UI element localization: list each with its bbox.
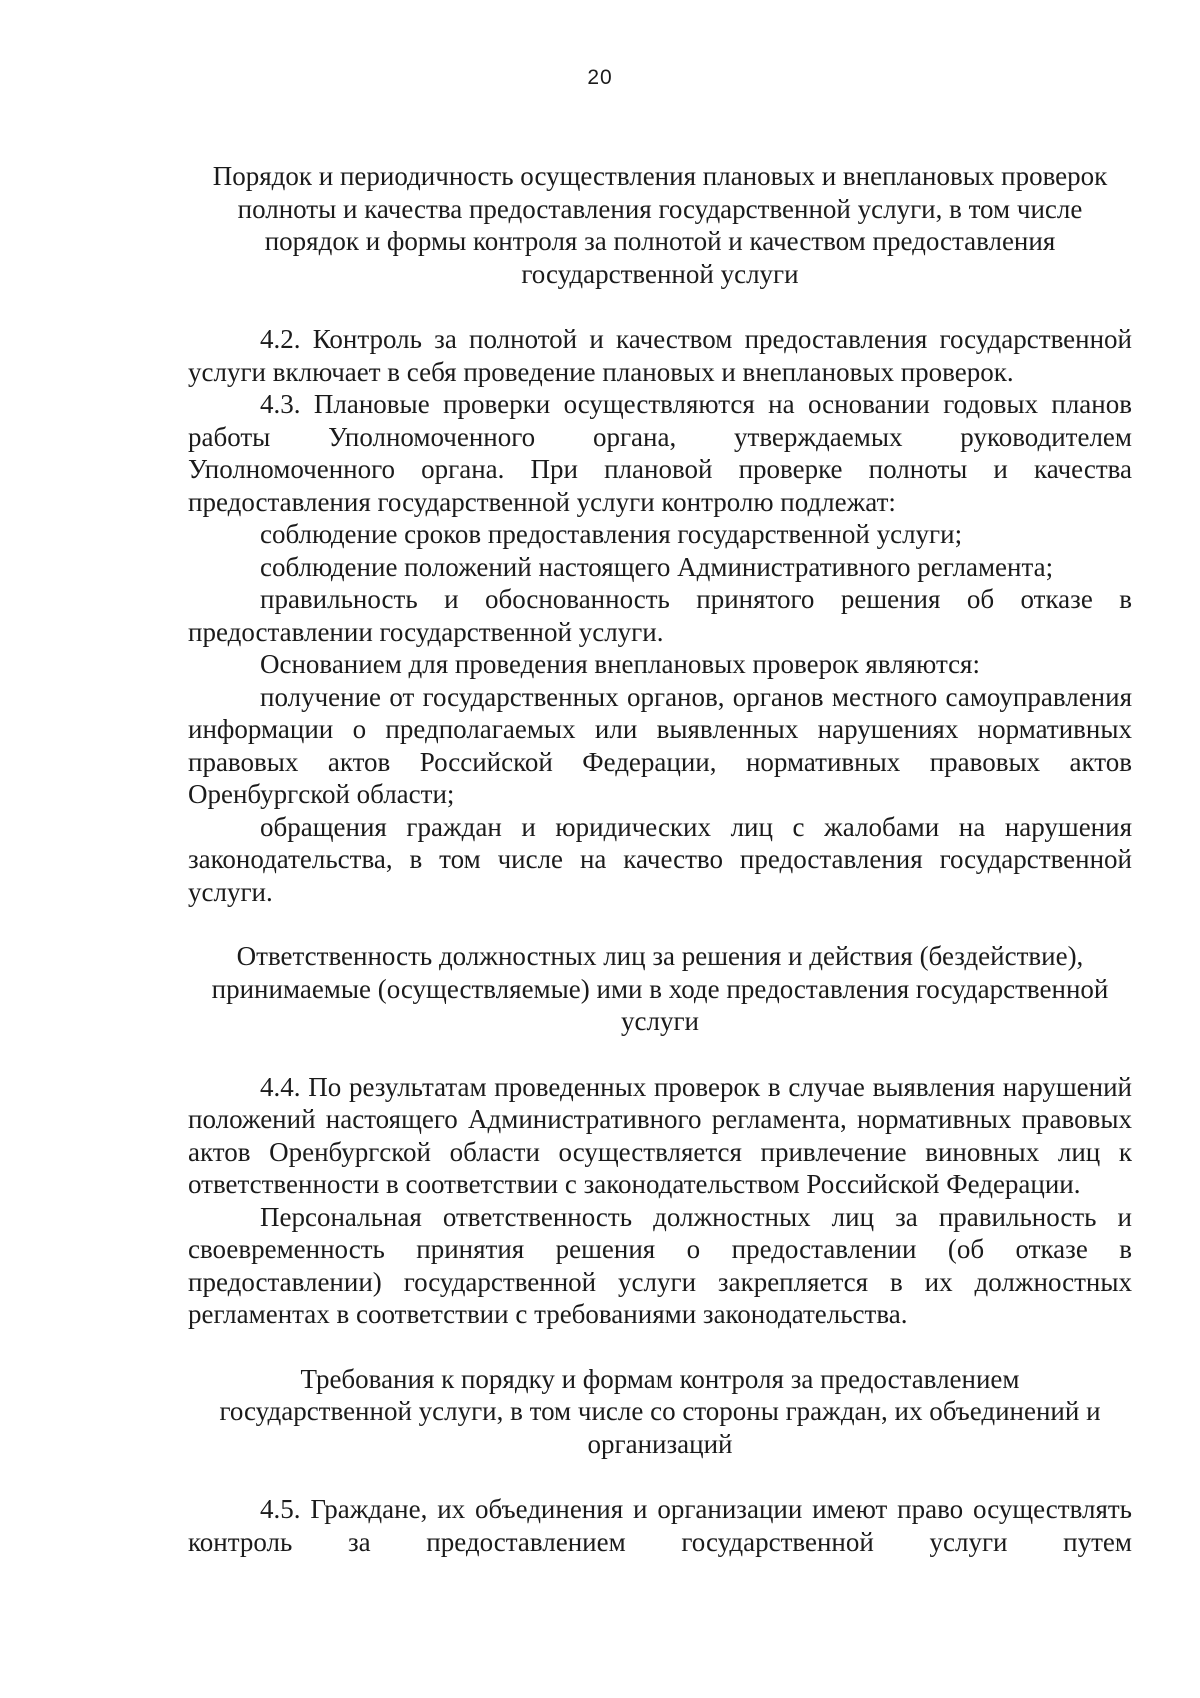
paragraph-list-item: обращения граждан и юридических лиц с жалобами на нарушения законодательства, в том числе на качество предоставления государственной услуги. (188, 811, 1132, 907)
heading-line: порядок и формы контроля за полнотой и качеством предоставления (264, 226, 1056, 256)
section-heading-control-requirements (188, 1363, 1132, 1461)
document-body (188, 160, 1132, 1558)
heading-line: услуги (621, 1006, 699, 1036)
paragraph-4-2: 4.2. Контроль за полнотой и качеством предоставления государственной услуги включает в себя проведение плановых и внеплановых проверок. (188, 324, 1132, 387)
heading-line: государственной услуги (521, 258, 799, 289)
paragraph-personal-responsibility: Персональная ответственность должностных лиц за правильность и своевременность принятия решения о предоставлении (об отказе в предоставлении) государственной услуги закрепляется в их должностных регламентах в соответствии с требованиями законодательства. (188, 1201, 1132, 1329)
heading-line: Требования к порядку и формам контроля за предоставлением (300, 1363, 1020, 1394)
heading-line: Ответственность должностных лиц за решения и действия (бездействие), (236, 941, 1084, 971)
section-heading-responsibility (188, 940, 1132, 1038)
heading-line: принимаемые (осуществляемые) ими в ходе предоставления государственной (211, 973, 1109, 1004)
paragraph-list-item: соблюдение положений настоящего Административного регламента; (260, 551, 1054, 582)
paragraph-4-3: 4.3. Плановые проверки осуществляются на основании годовых планов работы Уполномоченного органа, утверждаемых руководителем Уполномоченного органа. При плановой проверке полноты и качества предоставления государственной услуги контролю подлежат: (188, 389, 1132, 517)
page-number: 20 (587, 66, 613, 89)
heading-line: государственной услуги, в том числе со стороны граждан, их объединений и (219, 1396, 1101, 1426)
heading-line: Порядок и периодичность осуществления плановых и внеплановых проверок (212, 161, 1108, 191)
heading-line: полноты и качества предоставления государственной услуги, в том числе (237, 193, 1083, 224)
section-heading-inspections (188, 160, 1132, 290)
paragraph-4-5: 4.5. Граждане, их объединения и организации имеют право осуществлять контроль за предоставлением государственной услуги путем (188, 1494, 1132, 1557)
paragraph-list-item: соблюдение сроков предоставления государственной услуги; (260, 519, 963, 549)
heading-line: организаций (587, 1428, 733, 1459)
paragraph-unscheduled-basis: Основанием для проведения внеплановых проверок являются: (260, 649, 980, 679)
paragraph-list-item: получение от государственных органов, органов местного самоуправления информации о предполагаемых или выявленных нарушениях нормативных правовых актов Российской Федерации, нормативных правовых актов Оренбургской области; (188, 681, 1132, 809)
paragraph-4-4: 4.4. По результатам проведенных проверок в случае выявления нарушений положений настоящего Административного регламента, нормативных правовых актов Оренбургской области осуществляется привлечение виновных лиц к ответственности в соответствии с законодательством Российской Федерации. (188, 1071, 1132, 1199)
paragraph-list-item: правильность и обоснованность принятого решения об отказе в предоставлении государственной услуги. (188, 584, 1132, 647)
